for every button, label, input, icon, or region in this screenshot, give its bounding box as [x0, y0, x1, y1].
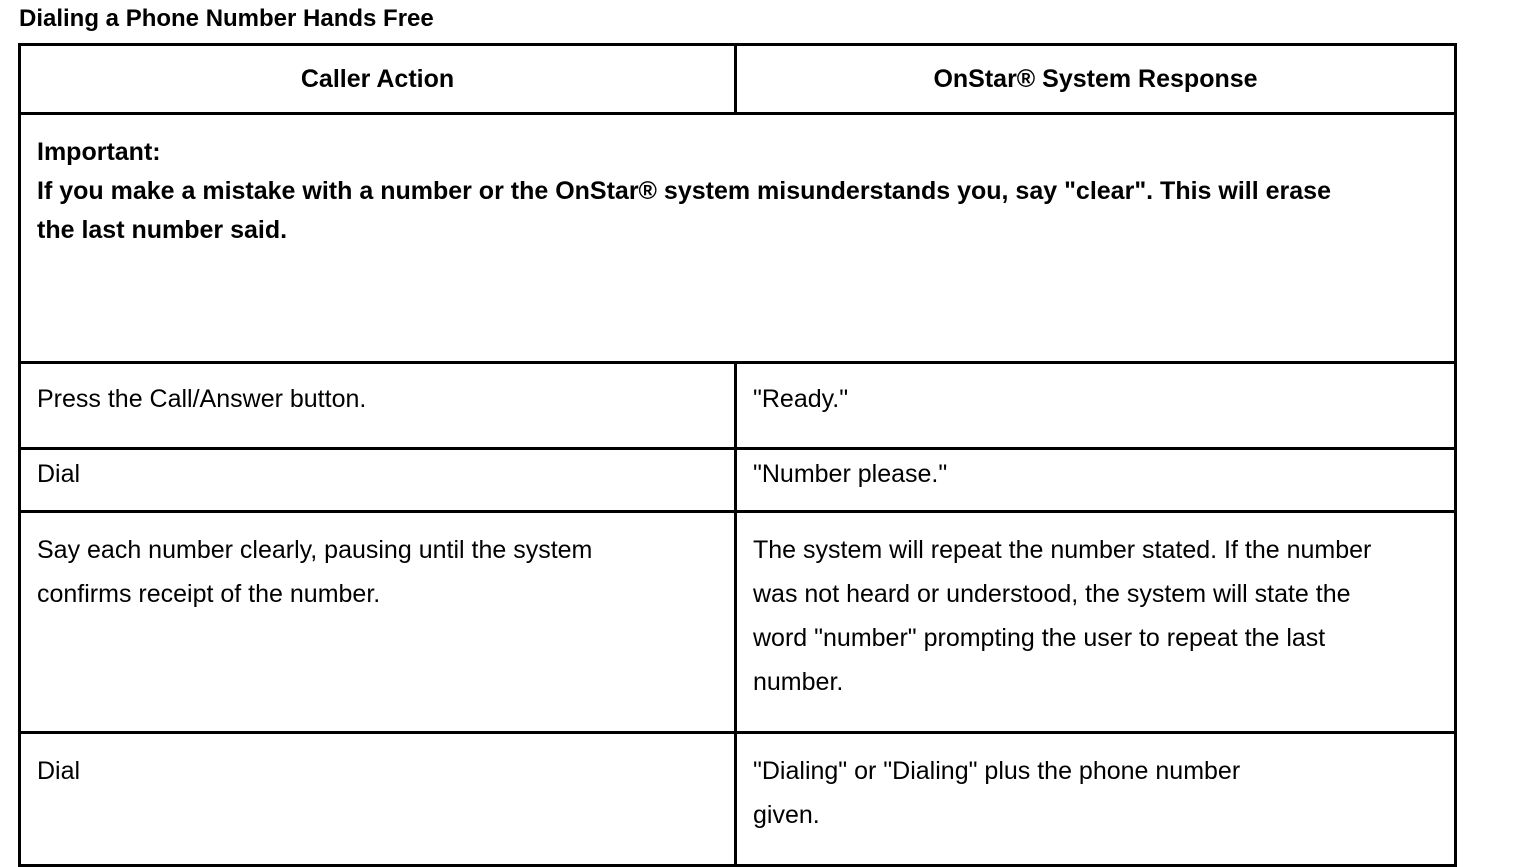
caller-action-cell: Dial — [20, 449, 736, 512]
table-row — [20, 512, 1456, 733]
table-row — [20, 363, 1456, 449]
document-title: Dialing a Phone Number Hands Free — [19, 5, 434, 32]
caller-action-text: Say each number clearly, pausing until the system confirms receipt of the number. — [37, 536, 593, 608]
system-response-text: "Dialing" or "Dialing" plus the phone number given. — [753, 757, 1241, 829]
important-note — [20, 114, 1456, 363]
caller-action-header: Caller Action — [20, 45, 736, 114]
important-text: If you make a mistake with a number or the OnStar® system misunderstands you, say "clear". This will erase the last number said. — [37, 177, 1331, 244]
system-response-cell — [736, 512, 1456, 733]
caller-action-cell — [20, 512, 736, 733]
table-row — [20, 449, 1456, 512]
important-label: Important: — [37, 138, 161, 166]
caller-action-cell: Press the Call/Answer button. — [20, 363, 736, 449]
system-response-header: OnStar® System Response — [736, 45, 1456, 114]
system-response-cell: "Ready." — [736, 363, 1456, 449]
system-response-text: The system will repeat the number stated. If the number was not heard or understood, the system will state the word "number" prompting the user to repeat the last number. — [753, 536, 1372, 696]
dialing-instructions-table — [18, 43, 1457, 867]
system-response-cell: "Number please." — [736, 449, 1456, 512]
caller-action-cell: Dial — [20, 733, 736, 866]
system-response-cell — [736, 733, 1456, 866]
table-row — [20, 733, 1456, 866]
table-header-row — [20, 45, 1456, 114]
important-note-row — [20, 114, 1456, 363]
